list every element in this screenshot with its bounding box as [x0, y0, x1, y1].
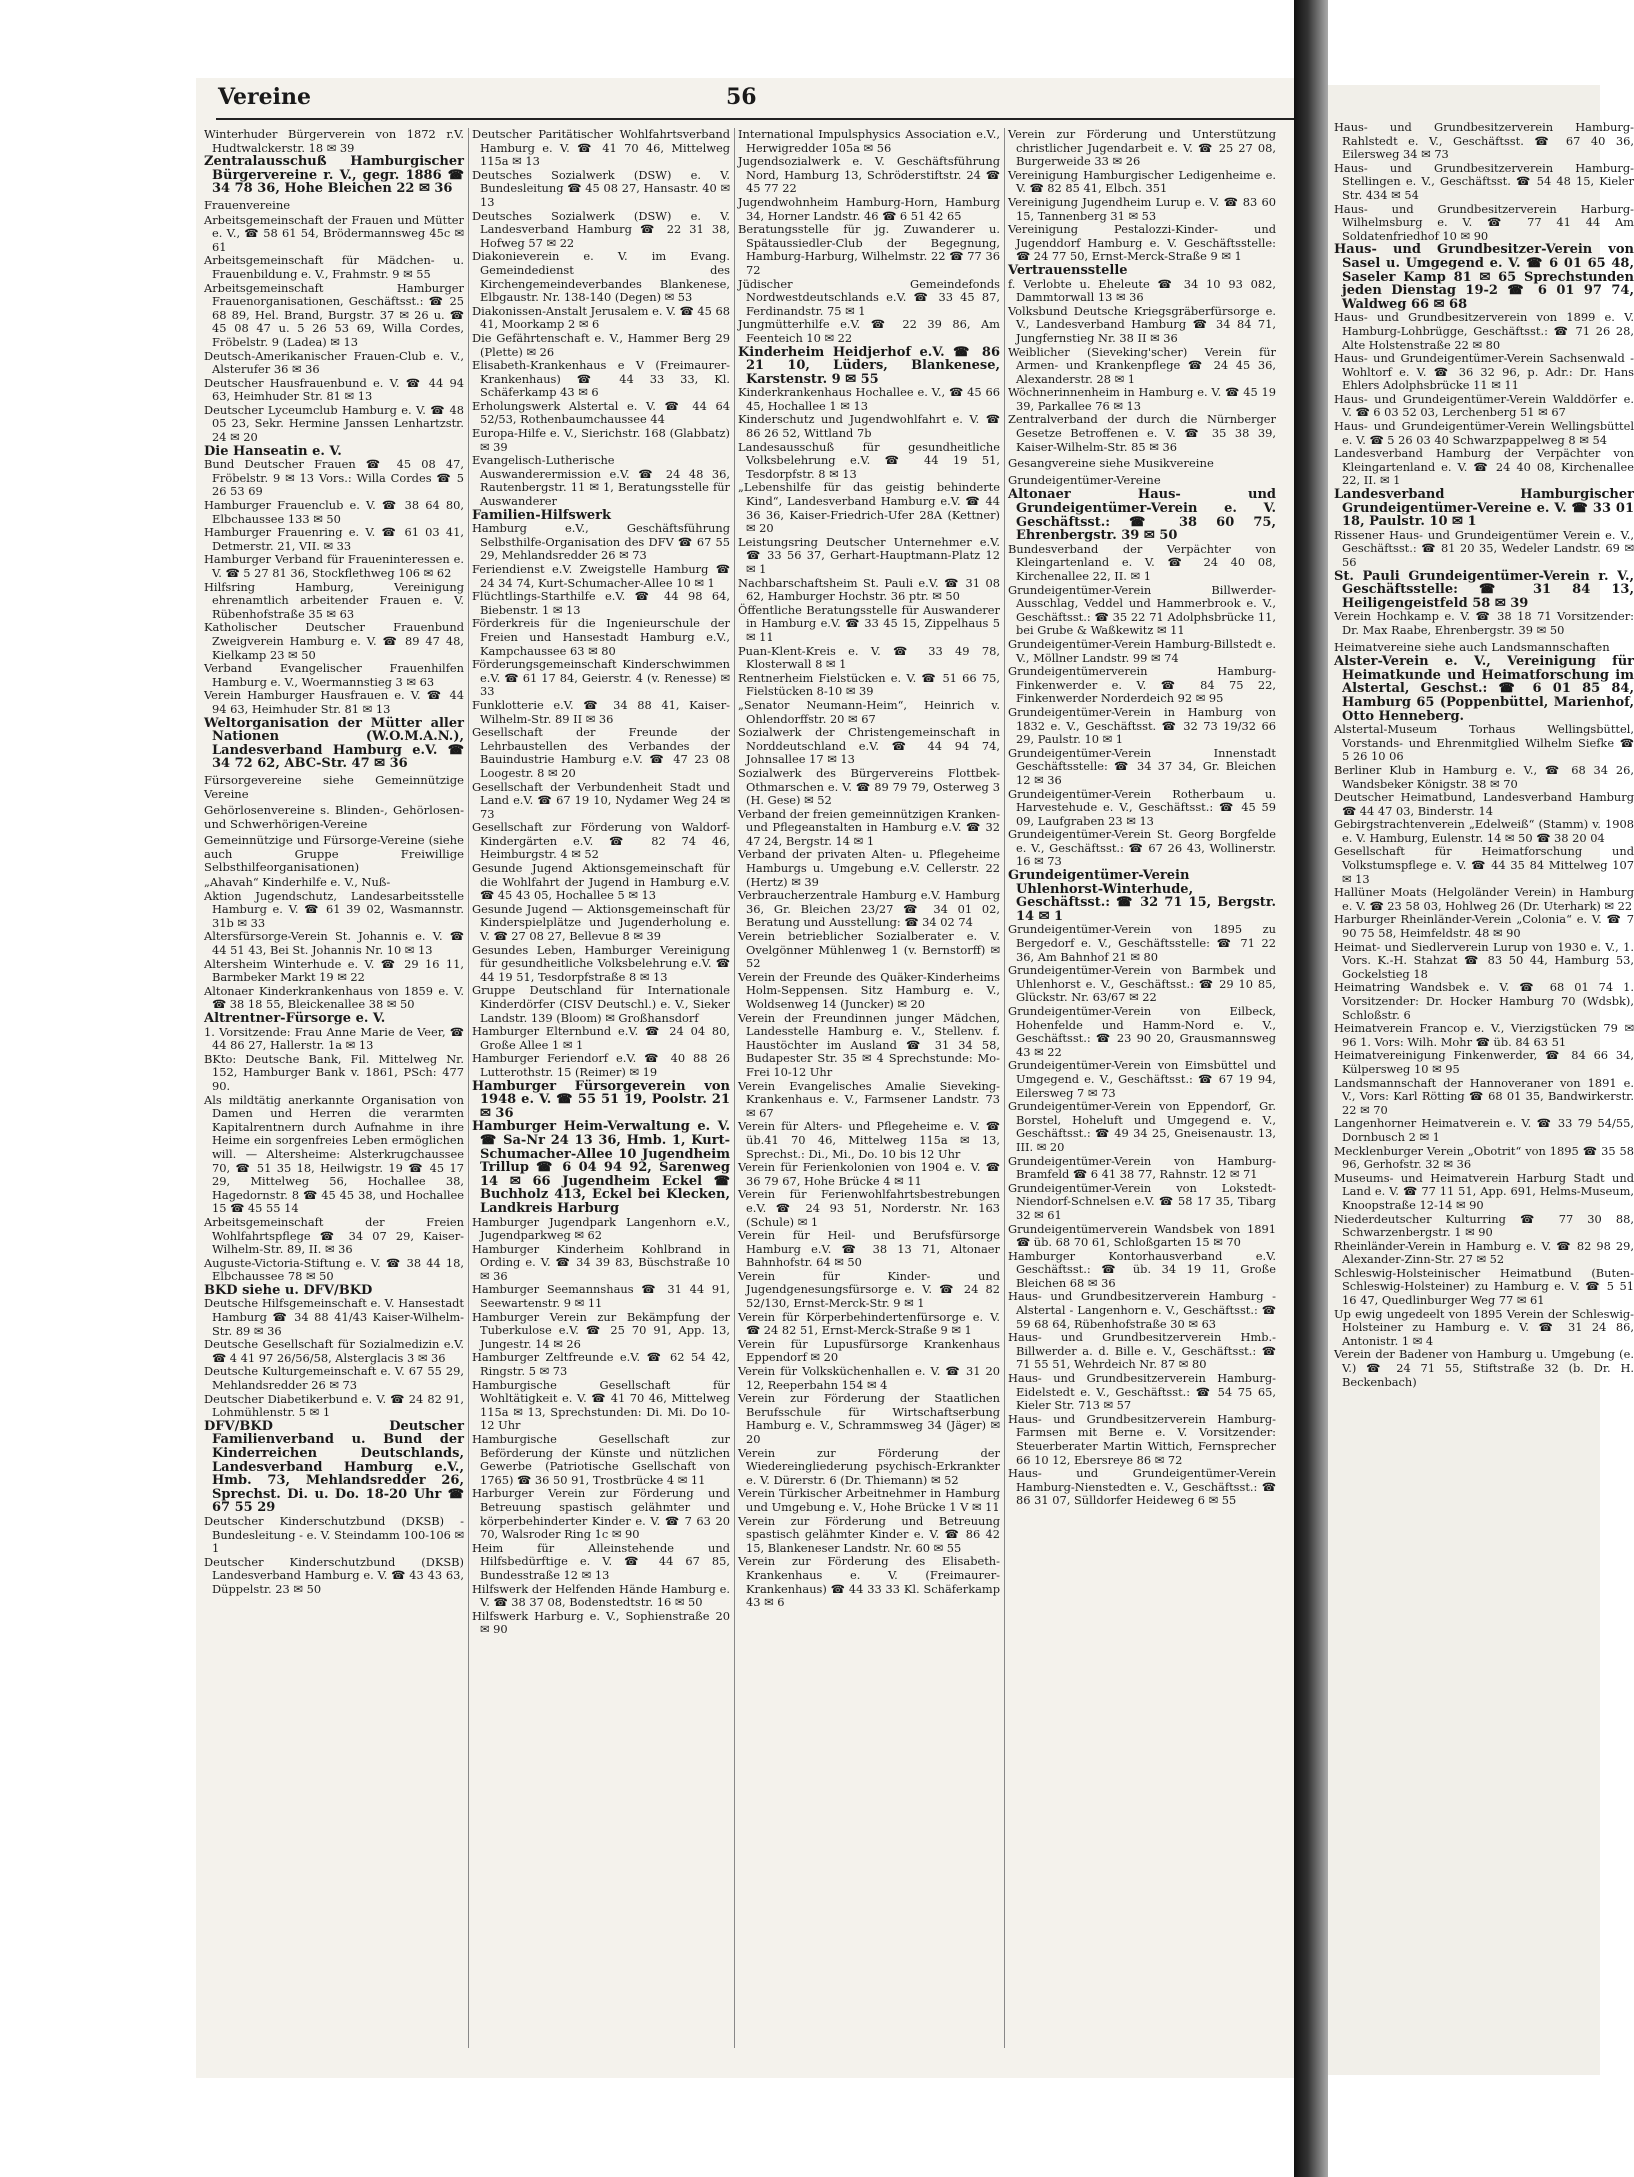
directory-entry: Up ewig ungedeelt von 1895 Verein der Schleswig-Holsteiner zu Hamburg e. V. ☎ 31 24 86, Antonistr. 1 ✉ 4 — [1334, 1306, 1634, 1348]
directory-entry: Mecklenburger Verein „Obotrit“ von 1895 ☎ 35 58 96, Gerhofstr. 32 ✉ 36 — [1334, 1143, 1634, 1172]
directory-entry: Verein zur Förderung und Unterstützung christlicher Jugendarbeit e. V. ☎ 25 27 08, Burgerweide 33 ✉ 26 — [1008, 127, 1276, 169]
column-divider — [468, 128, 469, 2048]
directory-entry: Hamburgische Gesellschaft für Wohltätigkeit e. V. ☎ 41 70 46, Mittelweg 115a ✉ 13, Sprechstunden: Di. Mi. Do 10-12 Uhr — [472, 1377, 730, 1433]
directory-entry: Hamburger Frauenclub e. V. ☎ 38 64 80, Elbchaussee 133 ✉ 50 — [204, 498, 464, 526]
directory-entry: Gesellschaft für Heimatforschung und Volkstumspflege e. V. ☎ 44 35 84 Mittelweg 107 ✉ 13 — [1334, 844, 1634, 886]
directory-entry: Deutscher Heimatbund, Landesverband Hamburg ☎ 44 47 03, Binderstr. 14 — [1334, 790, 1634, 818]
directory-entry: Hamburger Heim-Verwaltung e. V. ☎ Sa-Nr 24 13 36, Hmb. 1, Kurt-Schumacher-Allee 10 Jugendheim Trillup ☎ 6 04 94 92, Sarenweg 14 ✉ 66 Jugendheim Eckel ☎ Buchholz 413, Eckel bei Klecken, Landkreis Harburg — [472, 1119, 730, 1216]
directory-entry: Grundeigentümer-Verein von Hamburg-Bramfeld ☎ 6 41 38 77, Rahnstr. 12 ✉ 71 — [1008, 1153, 1276, 1182]
directory-entry: Gesellschaft zur Förderung von Waldorf-Kindergärten e.V. ☎ 82 74 46, Heimburgstr. 4 ✉ 52 — [472, 820, 730, 862]
directory-entry: BKD siehe u. DFV/BKD — [204, 1282, 373, 1298]
section-heading: Gemeinnützige und Fürsorge-Vereine (siehe auch Gruppe Freiwillige Selbsthilfeorganisationen) — [204, 833, 464, 875]
directory-entry: 1. Vorsitzende: Frau Anne Marie de Veer, ☎ 44 86 27, Hallerstr. 1a ✉ 13 — [204, 1024, 464, 1053]
directory-entry: Verein für Kinder- und Jugendgenesungsfürsorge e. V. ☎ 24 82 52/130, Ernst-Merck-Str. 9 ✉ 1 — [738, 1268, 1000, 1311]
directory-entry: Haus- und Grundbesitzerverein Harburg-Wilhelmsburg e. V. ☎ 77 41 44 Am Soldatenfriedhof 10 ✉ 90 — [1334, 201, 1634, 243]
directory-entry: Deutscher Hausfrauenbund e. V. ☎ 44 94 63, Heimhuder Str. 81 ✉ 13 — [204, 375, 464, 404]
directory-entry: DFV/BKD Deutscher Familienverband u. Bund der Kinderreichen Deutschlands, Landesverband Hamburg e.V., Hmb. 73, Mehlandsredder 26, Sprechst. Di. u. Do. 18-20 Uhr ☎ 67 55 29 — [204, 1418, 464, 1516]
directory-entry: Wöchnerinnenheim in Hamburg e. V. ☎ 45 19 39, Parkallee 76 ✉ 13 — [1008, 385, 1276, 413]
directory-entry: Altersfürsorge-Verein St. Johannis e. V. ☎ 44 51 43, Bei St. Johannis Nr. 10 ✉ 13 — [204, 929, 464, 958]
directory-entry: Verein der Freunde des Quäker-Kinderheims Holm-Seppensen. Sitz Hamburg e. V., Woldsenweg 14 (Juncker) ✉ 20 — [738, 969, 1000, 1011]
directory-entry: Altrentner-Fürsorge e. V. — [204, 1011, 386, 1026]
column-divider — [1004, 128, 1005, 2048]
directory-entry: Grundeigentümer-Verein von Eppendorf, Gr. Borstel, Hoheluft und Umgegend e. V., Geschäftsst.: ☎ 49 34 25, Gneisenaustr. 13, III. ✉ 20 — [1008, 1099, 1276, 1154]
column-3 — [738, 128, 1000, 2053]
directory-entry: Förderungsgemeinschaft Kinderschwimmen e.V. ☎ 61 17 84, Geierstr. 4 (v. Renesse) ✉ 33 — [472, 657, 730, 699]
directory-entry: Hamburger Feriendorf e.V. ☎ 40 88 26 Lutterothstr. 15 (Reimer) ✉ 19 — [472, 1051, 730, 1079]
directory-entry: Kinderheim Heidjerhof e.V. ☎ 86 21 10, Lüders, Blankenese, Karstenstr. 9 ✉ 55 — [738, 344, 1000, 387]
directory-entry: Hamburger Seemannshaus ☎ 31 44 91, Seewartenstr. 9 ✉ 11 — [472, 1282, 730, 1311]
directory-entry: Verein für Heil- und Berufsfürsorge Hamburg e.V. ☎ 38 13 71, Altonaer Bahnhofstr. 64 ✉ 50 — [738, 1228, 1000, 1270]
directory-entry: Museums- und Heimatverein Harburg Stadt und Land e. V. ☎ 77 11 51, App. 691, Helms-Museum, Knoopstraße 12-14 ✉ 90 — [1334, 1170, 1634, 1212]
directory-entry: Haus- und Grundbesitzerverein Hamburg-Rahlstedt e. V., Geschäftsst. ☎ 67 40 36, Eilersweg 34 ✉ 73 — [1334, 120, 1634, 162]
directory-entry: Verein der Freundinnen junger Mädchen, Landesstelle Hamburg e. V., Stellenv. f. Haustöchter im Ausland ☎ 31 34 58, Budapester Str. 35 ✉ 4 Sprechstunde: Mo-Frei 10-12 Uhr — [738, 1010, 1000, 1079]
directory-entry: Hamburger Verein zur Bekämpfung der Tuberkulose e.V. ☎ 25 70 91, App. 13, Jungestr. 14 ✉ 26 — [472, 1309, 730, 1351]
directory-entry: BKto: Deutsche Bank, Fil. Mittelweg Nr. 152, Hamburger Bank v. 1861, PSch: 477 90. — [204, 1051, 464, 1093]
directory-entry: Altonaer Kinderkrankenhaus von 1859 e. V. ☎ 38 18 55, Bleickenallee 38 ✉ 50 — [204, 983, 464, 1012]
directory-entry: Verein Hochkamp e. V. ☎ 38 18 71 Vorsitzender: Dr. Max Raabe, Ehrenbergstr. 39 ✉ 50 — [1334, 609, 1634, 637]
directory-entry: Erholungswerk Alstertal e. V. ☎ 44 64 52/53, Rothenbaumchaussee 44 — [472, 398, 730, 427]
directory-entry: Deutscher Paritätischer Wohlfahrtsverband Hamburg e. V. ☎ 41 70 46, Mittelweg 115a ✉ 13 — [472, 127, 730, 169]
directory-entry: Berliner Klub in Hamburg e. V., ☎ 68 34 26, Wandsbeker Königstr. 38 ✉ 70 — [1334, 762, 1634, 791]
header-rule — [216, 118, 1294, 120]
directory-entry: Altersheim Winterhude e. V. ☎ 29 16 11, Barmbeker Markt 19 ✉ 22 — [204, 956, 464, 985]
directory-entry: Verein Hamburger Hausfrauen e. V. ☎ 44 94 63, Heimhuder Str. 81 ✉ 13 — [204, 688, 464, 716]
directory-entry: Bundesverband der Verpächter von Kleingartenland e. V. ☎ 24 40 08, Kirchenallee 22, II. ✉ 1 — [1008, 541, 1276, 583]
directory-entry: Langenhorner Heimatverein e. V. ☎ 33 79 54/55, Dornbusch 2 ✉ 1 — [1334, 1116, 1634, 1144]
directory-entry: Jungmütterhilfe e.V. ☎ 22 39 86, Am Feenteich 10 ✉ 22 — [738, 317, 1000, 345]
directory-entry: Leistungsring Deutscher Unternehmer e.V. ☎ 33 56 37, Gerhart-Hauptmann-Platz 12 ✉ 1 — [738, 534, 1000, 576]
directory-entry: Heimatvereinigung Finkenwerder, ☎ 84 66 34, Külpersweg 10 ✉ 95 — [1334, 1048, 1634, 1076]
directory-entry: Haus- und Grundbesitzerverein Hamburg - Alstertal - Langenhorn e. V., Geschäftsst.: ☎ 59 68 64, Rübenhofstraße 30 ✉ 63 — [1008, 1289, 1276, 1331]
directory-entry: Gruppe Deutschland für Internationale Kinderdörfer (CISV Deutschl.) e. V., Sieker Landstr. 139 (Bloom) ✉ Großhansdorf — [472, 983, 730, 1025]
directory-entry: Grundeigentümer-Verein von Barmbek und Uhlenhorst e. V., Geschäftsst.: ☎ 29 10 85, Glückstr. Nr. 63/67 ✉ 22 — [1008, 963, 1276, 1005]
directory-entry: Rheinländer-Verein in Hamburg e. V. ☎ 82 98 29, Alexander-Zinn-Str. 27 ✉ 52 — [1334, 1238, 1634, 1267]
directory-entry: Hamburger Kontorhausverband e.V. Geschäftsst.: ☎ üb. 34 19 11, Große Bleichen 68 ✉ 36 — [1008, 1248, 1276, 1290]
directory-entry: Verein zur Förderung der Wiedereingliederung psychisch-Erkrankter e. V. Dürerstr. 6 (Dr. Thiemann) ✉ 52 — [738, 1445, 1000, 1487]
directory-entry: Arbeitsgemeinschaft Hamburger Frauenorganisationen, Geschäftsst.: ☎ 25 68 89, Hel. Brand, Burgstr. 37 ✉ 26 u. ☎ 45 08 47 u. 5 26 53 69, Willa Cordes, Fröbelstr. 9 (Ladea) ✉ 13 — [204, 280, 464, 349]
directory-entry: Hamburger Frauenring e. V. ☎ 61 03 41, Detmerstr. 21, VII. ✉ 33 — [204, 525, 464, 553]
directory-entry: Verein zur Förderung des Elisabeth-Krankenhaus e. V. (Freimaurer-Krankenhaus) ☎ 44 33 33 Kl. Schäferkamp 43 ✉ 6 — [738, 1554, 1000, 1610]
directory-entry: Deutsches Sozialwerk (DSW) e. V. Landesverband Hamburg ☎ 22 31 38, Hofweg 57 ✉ 22 — [472, 208, 730, 250]
directory-entry: Winterhuder Bürgerverein von 1872 r.V. Hudtwalckerstr. 18 ✉ 39 — [204, 127, 464, 155]
directory-entry: Deutscher Diabetikerbund e. V. ☎ 24 82 91, Lohmühlenstr. 5 ✉ 1 — [204, 1391, 464, 1420]
directory-entry: Vereinigung Hamburgischer Ledigenheime e. V. ☎ 82 85 41, Elbch. 351 — [1008, 167, 1276, 196]
directory-entry: „Lebenshilfe für das geistig behinderte Kind“, Landesverband Hamburg e.V. ☎ 44 36 36, Kaiser-Friedrich-Ufer 28A (Kettner) ✉ 20 — [738, 480, 1000, 536]
directory-entry: Beratungsstelle für jg. Zuwanderer u. Spätaussiedler-Club der Begegnung, Hamburg-Harburg, Wilhelmstr. 22 ☎ 77 36 72 — [738, 222, 1000, 277]
directory-entry: Hallüner Moats (Helgoländer Verein) in Hamburg e. V. ☎ 23 58 03, Hohlweg 26 (Dr. Uterhark) ✉ 22 — [1334, 885, 1634, 913]
directory-entry: Deutsche Kulturgemeinschaft e. V. 67 55 29, Mehlandsredder 26 ✉ 73 — [204, 1364, 464, 1393]
directory-entry: Landsmannschaft der Hannoveraner von 1891 e. V., Vors: Karl Rötting ☎ 68 01 35, Bandwirkerstr. 22 ✉ 70 — [1334, 1075, 1634, 1117]
directory-entry: Haus- und Grundbesitzerverein Hamburg-Eidelstedt e. V., Geschäftsst.: ☎ 54 75 65, Kieler Str. 713 ✉ 57 — [1008, 1371, 1276, 1413]
directory-entry: Landesverband Hamburgischer Grundeigentümer-Vereine e. V. ☎ 33 01 18, Paulstr. 10 ✉ 1 — [1334, 487, 1634, 530]
directory-entry: Haus- und Grundeigentümer-Verein Walddörfer e. V. ☎ 6 03 52 03, Lerchenberg 51 ✉ 67 — [1334, 391, 1634, 420]
directory-entry: Hamburger Zeltfreunde e.V. ☎ 62 54 42, Ringstr. 5 ✉ 73 — [472, 1350, 730, 1379]
directory-entry: Grundeigentümer-Verein von Eilbeck, Hohenfelde und Hamm-Nord e. V., Geschäftsst.: ☎ 23 90 20, Grausmannsweg 43 ✉ 22 — [1008, 1004, 1276, 1059]
column-2 — [472, 128, 730, 2053]
directory-entry: Alstertal-Museum Torhaus Wellingsbüttel, Vorstands- und Ehrenmitglied Wilhelm Siefke ☎ 5 26 10 06 — [1334, 722, 1634, 764]
directory-entry: Verein Evangelisches Amalie Sieveking-Krankenhaus e. V., Farmsener Landstr. 73 ✉ 67 — [738, 1078, 1000, 1120]
directory-entry: Rentnerheim Fielstücken e. V. ☎ 51 66 75, Fielstücken 8-10 ✉ 39 — [738, 670, 1000, 699]
directory-entry: Verein für Ferienkolonien von 1904 e. V. ☎ 36 79 67, Hohe Brücke 4 ✉ 11 — [738, 1160, 1000, 1188]
directory-entry: Gesunde Jugend Aktionsgemeinschaft für die Wohlfahrt der Jugend in Hamburg e.V. ☎ 45 43 05, Hochallee 5 ✉ 13 — [472, 861, 730, 903]
directory-entry: Verein zur Förderung der Staatlichen Berufsschule für Wirtschaftserbung Hamburg e. V., Schrammsweg 34 (Jäger) ✉ 20 — [738, 1391, 1000, 1446]
directory-entry: Verein für Körperbehindertenfürsorge e. V. ☎ 24 82 51, Ernst-Merck-Straße 9 ✉ 1 — [738, 1309, 1000, 1338]
directory-entry: Volksbund Deutsche Kriegsgräberfürsorge e. V., Landesverband Hamburg ☎ 34 84 71, Jungfernstieg Nr. 38 II ✉ 36 — [1008, 303, 1276, 345]
directory-entry: St. Pauli Grundeigentümer-Verein r. V., Geschäftsstelle: ☎ 31 84 13, Heiligengeistfeld 58 ✉ 39 — [1334, 568, 1634, 611]
directory-entry: Verein für Ferienwohlfahrtsbestrebungen e.V. ☎ 24 93 51, Norderstr. Nr. 163 (Schule) ✉ 1 — [738, 1187, 1000, 1229]
directory-entry: Familien-Hilfswerk — [472, 507, 612, 523]
directory-entry: International Impulsphysics Association e.V., Herwigredder 105a ✉ 56 — [738, 127, 1000, 155]
directory-entry: Haus- und Grundbesitzerverein Hamburg-Farmsen mit Berne e. V. Vorsitzender: Steuerberater Martin Wittich, Fernsprecher 66 10 12, Ebersreye 86 ✉ 72 — [1008, 1411, 1276, 1467]
directory-entry: Die Gefährtenschaft e. V., Hammer Berg 29 (Plette) ✉ 26 — [472, 330, 730, 359]
directory-entry: Hilfsring Hamburg, Vereinigung ehrenamtlich arbeitender Frauen e. V. Rübenhofstraße 35 ✉ 63 — [204, 579, 464, 621]
directory-entry: Diakonieverein e. V. im Evang. Gemeindedienst des Kirchengemeindeverbandes Blankenese, Elbgaustr. Nr. 138-140 (Degen) ✉ 53 — [472, 249, 730, 305]
directory-entry: Grundeigentümer-Verein in Hamburg von 1832 e. V., Geschäftsst. ☎ 32 73 19/32 66 29, Paulstr. 10 ✉ 1 — [1008, 704, 1276, 747]
directory-entry: Niederdeutscher Kulturring ☎ 77 30 88, Schwarzenbergstr. 1 ✉ 90 — [1334, 1211, 1634, 1240]
directory-entry: Aktion Jugendschutz, Landesarbeitsstelle Hamburg e. V. ☎ 61 39 02, Wasmannstr. 31b ✉ 33 — [204, 888, 464, 930]
directory-entry: Grundeigentümerverein Wandsbek von 1891 ☎ üb. 68 70 61, Schloßgarten 15 ✉ 70 — [1008, 1221, 1276, 1250]
directory-entry: Grundeigentümer-Verein Rotherbaum u. Harvestehude e. V., Geschäftsst.: ☎ 45 59 09, Laufgraben 23 ✉ 13 — [1008, 786, 1276, 828]
directory-entry: Weltorganisation der Mütter aller Nationen (W.O.M.A.N.), Landesverband Hamburg e.V. ☎ 34 72 62, ABC-Str. 47 ✉ 36 — [204, 715, 464, 772]
directory-entry: Europa-Hilfe e. V., Sierichstr. 168 (Glabbatz) ✉ 39 — [472, 426, 730, 454]
directory-entry: Hamburger Elternbund e.V. ☎ 24 04 80, Große Allee 1 ✉ 1 — [472, 1024, 730, 1052]
directory-entry: Förderkreis für die Ingenieurschule der Freien und Hansestadt Hamburg e.V., Kampchaussee 63 ✉ 80 — [472, 616, 730, 658]
directory-entry: Sozialwerk des Bürgervereins Flottbek-Othmarschen e. V. ☎ 89 79 79, Osterweg 3 (H. Gese) ✉ 52 — [738, 765, 1000, 808]
directory-entry: Verein für Lupusfürsorge Krankenhaus Eppendorf ✉ 20 — [738, 1336, 1000, 1365]
directory-entry: Landesausschuß für gesundheitliche Volksbelehrung e.V. ☎ 44 19 51, Tesdorpfstr. 8 ✉ 13 — [738, 439, 1000, 481]
directory-entry: Flüchtlings-Starthilfe e.V. ☎ 44 98 64, Biebenstr. 1 ✉ 13 — [472, 589, 730, 617]
directory-entry: Verein für Alters- und Pflegeheime e. V. ☎ üb.41 70 46, Mittelweg 115a ✉ 13, Sprechst.: Di., Mi., Do. 10 bis 12 Uhr — [738, 1119, 1000, 1161]
directory-entry: Gesunde Jugend — Aktionsgemeinschaft für Kinderspielplätze und Jugenderholung e. V. ☎ 27 08 27, Bellevue 8 ✉ 39 — [472, 901, 730, 944]
directory-entry: Auguste-Victoria-Stiftung e. V. ☎ 38 44 18, Elbchaussee 78 ✉ 50 — [204, 1255, 464, 1284]
directory-entry: Deutsche Gesellschaft für Sozialmedizin e.V. ☎ 4 41 97 26/56/58, Alsterglacis 3 ✉ 36 — [204, 1337, 464, 1365]
column-5 — [1334, 121, 1634, 2071]
directory-entry: Schleswig-Holsteinischer Heimatbund (Buten-Schleswig-Holsteiner) zu Hamburg e. V. ☎ 5 51 16 47, Quedlinburger Weg 77 ✉ 61 — [1334, 1265, 1634, 1308]
page-header — [218, 80, 1318, 114]
directory-entry: „Ahavah“ Kinderhilfe e. V., Nuß- — [204, 875, 391, 890]
directory-entry: Zentralverband der durch die Nürnberger Gesetze Betroffenen e. V. ☎ 35 38 39, Kaiser-Wilhelm-Str. 85 ✉ 36 — [1008, 412, 1276, 454]
directory-entry: Verband der privaten Alten- u. Pflegeheime Hamburgs u. Umgebung e.V. Cellerstr. 22 (Hertz) ✉ 39 — [738, 847, 1000, 889]
directory-entry: Arbeitsgemeinschaft der Freien Wohlfahrtspflege ☎ 34 07 29, Kaiser-Wilhelm-Str. 89, II. ✉ 36 — [204, 1214, 464, 1257]
directory-entry: Haus- und Grundbesitzerverein Hmb.-Billwerder a. d. Bille e. V., Geschäftsst.: ☎ 71 55 51, Wehrdeich Nr. 87 ✉ 80 — [1008, 1330, 1276, 1372]
directory-entry: Jüdischer Gemeindefonds Nordwestdeutschlands e.V. ☎ 33 45 87, Ferdinandstr. 75 ✉ 1 — [738, 276, 1000, 318]
directory-entry: Hamburger Jugendpark Langenhorn e.V., Jugendparkweg ✉ 62 — [472, 1214, 730, 1243]
directory-entry: Hamburger Fürsorgeverein von 1948 e. V. ☎ 55 51 19, Poolstr. 21 ✉ 36 — [472, 1078, 730, 1121]
directory-entry: Verband Evangelischer Frauenhilfen Hamburg e. V., Woermannstieg 3 ✉ 63 — [204, 661, 464, 689]
section-heading: Grundeigentümer-Vereine — [1008, 472, 1161, 487]
directory-entry: Verein der Badener von Hamburg u. Umgebung (e. V.) ☎ 24 71 55, Stiftstraße 32 (b. Dr. H. Beckenbach) — [1334, 1347, 1634, 1389]
directory-entry: Grundeigentümer-Verein St. Georg Borgfelde e. V., Geschäftsst.: ☎ 67 26 43, Wollinerstr. 16 ✉ 73 — [1008, 827, 1276, 869]
directory-entry: Deutsch-Amerikanischer Frauen-Club e. V., Alsterufer 36 ✉ 36 — [204, 348, 464, 377]
directory-entry: Verbraucherzentrale Hamburg e.V. Hamburg 36, Gr. Bleichen 23/27 ☎ 34 01 02, Beratung und Ausstellung: ☎ 34 02 74 — [738, 888, 1000, 930]
directory-entry: Landesverband Hamburg der Verpächter von Kleingartenland e. V. ☎ 24 40 08, Kirchenallee 22, II. ✉ 1 — [1334, 446, 1634, 488]
section-heading: Gesangvereine siehe Musikvereine — [1008, 456, 1214, 471]
directory-entry: Heimat- und Siedlerverein Lurup von 1930 e. V., 1. Vors. K.-H. Stahzat ☎ 83 50 44, Hamburg 53, Gockelstieg 18 — [1334, 939, 1634, 981]
directory-entry: Nachbarschaftsheim St. Pauli e.V. ☎ 31 08 62, Hamburger Hochstr. 36 ptr. ✉ 50 — [738, 575, 1000, 604]
column-4 — [1008, 128, 1276, 2053]
directory-entry: Grundeigentümer-Verein Billwerder-Ausschlag, Veddel und Hammerbrook e. V., Geschäftsst.: ☎ 35 22 71 Adolphsbrücke 11, bei Grube & Waßkewitz ✉ 11 — [1008, 582, 1276, 638]
column-1 — [204, 128, 464, 2053]
directory-entry: Vereinigung Pestalozzi-Kinder- und Jugenddorf Hamburg e. V. Geschäftsstelle: ☎ 24 77 50, Ernst-Merck-Straße 9 ✉ 1 — [1008, 222, 1276, 264]
directory-entry: „Senator Neumann-Heim“, Heinrich v. Ohlendorffstr. 20 ✉ 67 — [738, 697, 1000, 726]
directory-entry: Hilfswerk der Helfenden Hände Hamburg e. V. ☎ 38 37 08, Bodenstedtstr. 16 ✉ 50 — [472, 1581, 730, 1610]
directory-entry: Puan-Klent-Kreis e. V. ☎ 33 49 78, Klosterwall 8 ✉ 1 — [738, 643, 1000, 672]
directory-entry: Zentralausschuß Hamburgischer Bürgervereine r. V., gegr. 1886 ☎ 34 78 36, Hohe Bleichen 22 ✉ 36 — [204, 154, 464, 197]
section-heading: Fürsorgevereine siehe Gemeinnützige Vereine — [204, 772, 464, 801]
directory-entry: Kinderkrankenhaus Hochallee e. V., ☎ 45 66 45, Hochallee 1 ✉ 13 — [738, 385, 1000, 413]
directory-entry: Haus- und Grundbesitzerverein Hamburg-Stellingen e. V., Geschäftsst. ☎ 54 48 15, Kieler Str. 434 ✉ 54 — [1334, 160, 1634, 202]
section-heading: Gehörlosenvereine s. Blinden-, Gehörlosen- und Schwerhörigen-Vereine — [204, 803, 464, 831]
directory-entry: Weiblicher (Sieveking'scher) Verein für Armen- und Krankenpflege ☎ 24 45 36, Alexanderstr. 28 ✉ 1 — [1008, 344, 1276, 386]
directory-entry: Diakonissen-Anstalt Jerusalem e. V. ☎ 45 68 41, Moorkamp 2 ✉ 6 — [472, 303, 730, 332]
directory-entry: Haus- und Grundeigentümer-Verein Sachsenwald - Wohltorf e. V. ☎ 36 32 96, p. Adr.: Dr. Hans Ehlers Adolphsbrücke 11 ✉ 11 — [1334, 351, 1634, 393]
directory-entry: Arbeitsgemeinschaft für Mädchen- u. Frauenbildung e. V., Frahmstr. 9 ✉ 55 — [204, 253, 464, 281]
directory-entry: Deutsche Hilfsgemeinschaft e. V. Hansestadt Hamburg ☎ 34 88 41/43 Kaiser-Wilhelm-Str. 89 ✉ 36 — [204, 1296, 464, 1338]
directory-entry: Vertrauensstelle — [1008, 262, 1128, 278]
directory-entry: Grundeigentümer-Verein von Lokstedt-Niendorf-Schnelsen e.V. ☎ 58 17 35, Tibarg 32 ✉ 61 — [1008, 1180, 1276, 1222]
directory-entry: Grundeigentümer-Verein Innenstadt Geschäftsstelle: ☎ 34 37 34, Gr. Bleichen 12 ✉ 36 — [1008, 745, 1276, 787]
directory-entry: Deutscher Lyceumclub Hamburg e. V. ☎ 48 05 23, Sekr. Hermine Janssen Lenhartzstr. 24 ✉ 20 — [204, 402, 464, 445]
section-title: Vereine — [218, 84, 311, 110]
directory-entry: Vereinigung Jugendheim Lurup e. V. ☎ 83 60 15, Tannenberg 31 ✉ 53 — [1008, 194, 1276, 223]
directory-entry: Deutsches Sozialwerk (DSW) e. V. Bundesleitung ☎ 45 08 27, Hansastr. 40 ✉ 13 — [472, 167, 730, 209]
directory-entry: Kinderschutz und Jugendwohlfahrt e. V. ☎ 86 26 52, Wittland 7b — [738, 412, 1000, 441]
directory-entry: f. Verlobte u. Eheleute ☎ 34 10 93 082, Dammtorwall 13 ✉ 36 — [1008, 276, 1276, 305]
directory-entry: Hamburger Verband für Fraueninteressen e. V. ☎ 5 27 81 36, Stockflethweg 106 ✉ 62 — [204, 552, 464, 580]
facing-page — [1328, 85, 1634, 2075]
directory-entry: Grundeigentümer-Verein Uhlenhorst-Winterhude, Geschäftsst.: ☎ 32 71 15, Bergstr. 14 ✉ 1 — [1008, 868, 1276, 924]
directory-entry: Funklotterie e.V. ☎ 34 88 41, Kaiser-Wilhelm-Str. 89 II ✉ 36 — [472, 697, 730, 726]
directory-entry: Verein für Volksküchenhallen e. V. ☎ 31 20 12, Reeperbahn 154 ✉ 4 — [738, 1364, 1000, 1392]
directory-entry: Verein zur Förderung und Betreuung spastisch gelähmter Kinder e. V. ☎ 86 42 15, Blankeneser Landstr. Nr. 60 ✉ 55 — [738, 1513, 1000, 1555]
directory-entry: Hamburger Kinderheim Kohlbrand in Ording e. V. ☎ 34 39 83, Büschstraße 10 ✉ 36 — [472, 1241, 730, 1283]
directory-entry: Bund Deutscher Frauen ☎ 45 08 47, Fröbelstr. 9 ✉ 13 Vors.: Willa Cordes ☎ 5 26 53 69 — [204, 457, 464, 499]
directory-entry: Als mildtätig anerkannte Organisation von Damen und Herren die verarmten Kapitalrentnern durch Aufnahme in ihre Heime ein sorgenfreies Leben ermöglichen will. — Altersheime: Alsterkrugchaussee 70, ☎ 51 35 18, Heilwigstr. 19 ☎ 45 17 29, Mittelweg 56, Hochallee 38, Hagedornstr. 8 ☎ 45 45 38, und Hochallee 15 ☎ 45 55 14 — [204, 1092, 464, 1216]
directory-entry: Heimatverein Francop e. V., Vierzigstücken 79 ✉ 96 1. Vors: Wilh. Mohr ☎ üb. 84 63 51 — [1334, 1021, 1634, 1049]
directory-entry: Verein betrieblicher Sozialberater e. V. Ovelgönner Mühlenweg 1 (v. Bernstorff) ✉ 52 — [738, 929, 1000, 971]
directory-entry: Hamburg e.V., Geschäftsführung Selbsthilfe-Organisation des DFV ☎ 67 55 29, Mehlandsredder 26 ✉ 73 — [472, 521, 730, 563]
directory-entry: Deutscher Kinderschutzbund (DKSB) Landesverband Hamburg e. V. ☎ 43 43 63, Düppelstr. 23 ✉ 50 — [204, 1554, 464, 1596]
directory-entry: Heim für Alleinstehende und Hilfsbedürftige e. V. ☎ 44 67 85, Bundesstraße 12 ✉ 13 — [472, 1540, 730, 1582]
page-number: 56 — [726, 84, 757, 110]
directory-entry: Feriendienst e.V. Zweigstelle Hamburg ☎ 24 34 74, Kurt-Schumacher-Allee 10 ✉ 1 — [472, 562, 730, 590]
directory-entry: Grundeigentümerverein Hamburg-Finkenwerder e. V. ☎ 84 75 22, Finkenwerder Norderdeich 92 ✉ 95 — [1008, 664, 1276, 706]
directory-entry: Hilfswerk Harburg e. V., Sophienstraße 20 ✉ 90 — [472, 1608, 730, 1637]
directory-entry: Grundeigentümer-Verein von 1895 zu Bergedorf e. V., Geschäftsstelle: ☎ 71 22 36, Am Bahnhof 21 ✉ 80 — [1008, 922, 1276, 964]
directory-entry: Harburger Rheinländer-Verein „Colonia“ e. V. ☎ 7 90 75 58, Heimfeldstr. 48 ✉ 90 — [1334, 912, 1634, 941]
directory-entry: Haus- und Grundeigentümer-Verein Hamburg-Nienstedten e. V., Geschäftsst.: ☎ 86 31 07, Sülldorfer Heideweg 6 ✉ 55 — [1008, 1466, 1276, 1508]
directory-entry: Sozialwerk der Christengemeinschaft in Norddeutschland e.V. ☎ 44 94 74, Johnsallee 17 ✉ 13 — [738, 725, 1000, 767]
directory-entry: Katholischer Deutscher Frauenbund Zweigverein Hamburg e. V. ☎ 89 47 48, Kielkamp 23 ✉ 50 — [204, 620, 464, 662]
section-heading: Heimatvereine siehe auch Landsmannschaften — [1334, 639, 1610, 654]
directory-entry: Verein Türkischer Arbeitnehmer in Hamburg und Umgebung e. V., Hohe Brücke 1 V ✉ 11 — [738, 1486, 1000, 1514]
directory-entry: Harburger Verein zur Förderung und Betreuung spastisch gelähmter und körperbehinderter Kinder e. V. ☎ 7 63 20 70, Walsroder Ring 1c ✉ 90 — [472, 1486, 730, 1542]
directory-entry: Deutscher Kinderschutzbund (DKSB) - Bundesleitung - e. V. Steindamm 100-106 ✉ 1 — [204, 1513, 464, 1556]
directory-entry: Elisabeth-Krankenhaus e V (Freimaurer-Krankenhaus) ☎ 44 33 33, Kl. Schäferkamp 43 ✉ 6 — [472, 358, 730, 400]
directory-entry: Gesellschaft der Verbundenheit Stadt und Land e.V. ☎ 67 19 10, Nydamer Weg 24 ✉ 73 — [472, 779, 730, 821]
directory-entry: Öffentliche Beratungsstelle für Auswanderer in Hamburg e.V. ☎ 33 45 15, Zippelhaus 5 ✉ 11 — [738, 602, 1000, 644]
directory-entry: Altonaer Haus- und Grundeigentümer-Verein e. V. Geschäftsst.: ☎ 38 60 75, Ehrenbergstr. 39 ✉ 50 — [1008, 487, 1276, 544]
directory-entry: Grundeigentümer-Verein Hamburg-Billstedt e. V., Möllner Landstr. 99 ✉ 74 — [1008, 636, 1276, 665]
directory-entry: Gebirgstrachtenverein „Edelweiß“ (Stamm) v. 1908 e. V. Hamburg, Eulenstr. 14 ✉ 50 ☎ 38 20 04 — [1334, 817, 1634, 845]
directory-entry: Jugendwohnheim Hamburg-Horn, Hamburg 34, Horner Landstr. 46 ☎ 6 51 42 65 — [738, 194, 1000, 223]
directory-entry: Verband der freien gemeinnützigen Kranken- und Pflegeanstalten in Hamburg e.V. ☎ 32 47 24, Bergstr. 14 ✉ 1 — [738, 806, 1000, 848]
directory-entry: Gesellschaft der Freunde der Lehrbaustellen des Verbandes der Bauindustrie Hamburg e.V. ☎ 47 23 08 Loogestr. 8 ✉ 20 — [472, 725, 730, 780]
directory-entry: Heimatring Wandsbek e. V. ☎ 68 01 74 1. Vorsitzender: Dr. Hocker Hamburg 70 (Wdsbk), Schloßstr. 6 — [1334, 980, 1634, 1022]
section-heading: Frauenvereine — [204, 197, 291, 212]
directory-entry: Arbeitsgemeinschaft der Frauen und Mütter e. V., ☎ 58 61 54, Brödermannsweg 45c ✉ 61 — [204, 212, 464, 254]
directory-entry: Die Hanseatin e. V. — [204, 443, 342, 459]
directory-entry: Hamburgische Gesellschaft zur Beförderung der Künste und nützlichen Gewerbe (Patriotische Gsellschaft von 1765) ☎ 36 50 91, Trostbrücke 4 ✉ 11 — [472, 1432, 730, 1487]
directory-entry: Jugendsozialwerk e. V. Geschäftsführung Nord, Hamburg 13, Schröderstiftstr. 24 ☎ 45 77 22 — [738, 154, 1000, 196]
directory-entry: Grundeigentümer-Verein von Eimsbüttel und Umgegend e. V., Geschäftsst.: ☎ 67 19 94, Eilersweg 7 ✉ 73 — [1008, 1058, 1276, 1100]
directory-entry: Rissener Haus- und Grundeigentümer Verein e. V., Geschäftsst.: ☎ 81 20 35, Wedeler Landstr. 69 ✉ 56 — [1334, 527, 1634, 569]
directory-entry: Alster-Verein e. V., Vereinigung für Heimatkunde und Heimatforschung im Alstertal, Geschst.: ☎ 6 01 85 84, Hamburg 65 (Poppenbüttel, Marienhof, Otto Henneberg. — [1334, 654, 1634, 724]
directory-entry: Evangelisch-Lutherische Auswanderermission e.V. ☎ 24 48 36, Rautenbergstr. 11 ✉ 1, Beratungsstelle für Auswanderer — [472, 453, 730, 509]
directory-entry: Haus- und Grundeigentümer-Verein Wellingsbüttel e. V. ☎ 5 26 03 40 Schwarzpappelweg 8 ✉ 54 — [1334, 419, 1634, 447]
directory-entry: Haus- und Grundbesitzerverein von 1899 e. V. Hamburg-Lohbrügge, Geschäftsst.: ☎ 71 26 28, Alte Holstenstraße 22 ✉ 80 — [1334, 310, 1634, 352]
column-divider — [734, 128, 735, 2048]
directory-entry: Haus- und Grundbesitzer-Verein von Sasel u. Umgegend e. V. ☎ 6 01 65 48, Saseler Kamp 81 ✉ 65 Sprechstunden jeden Dienstag 19-2 ☎ 6 01 97 74, Waldweg 66 ✉ 68 — [1334, 242, 1634, 312]
book-gutter — [1294, 0, 1328, 2177]
directory-entry: Gesundes Leben, Hamburger Vereinigung für gesundheitliche Volksbelehrung e.V. ☎ 44 19 51, Tesdorpfstraße 8 ✉ 13 — [472, 942, 730, 984]
